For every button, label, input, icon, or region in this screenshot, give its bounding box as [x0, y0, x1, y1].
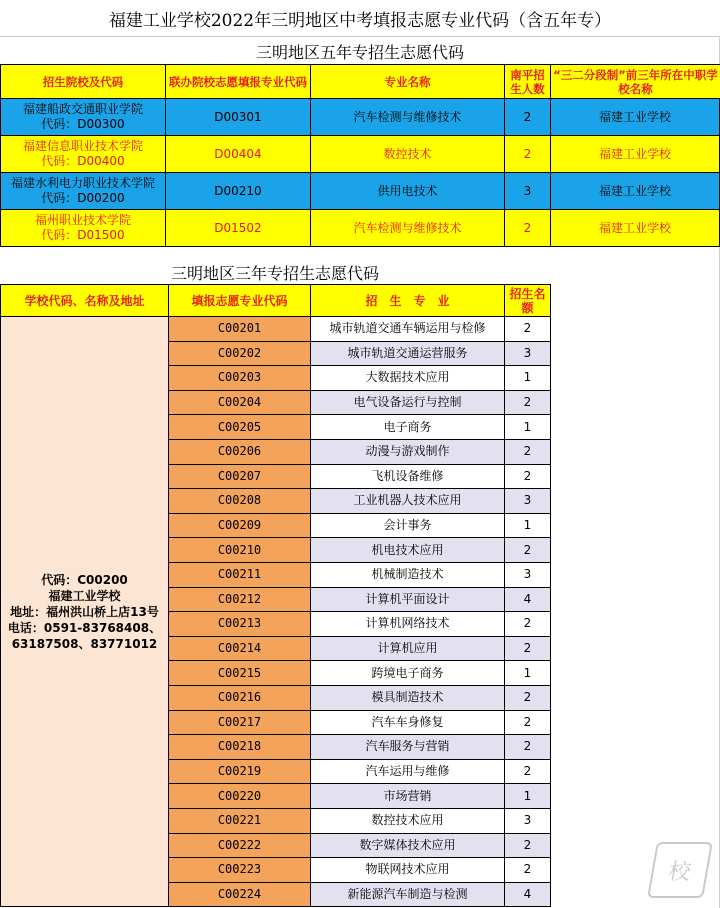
- school-info-line: 电话：0591-83768408、: [7, 620, 162, 635]
- three-major-code-text: C00223: [217, 862, 262, 877]
- three-major-code-text: C00201: [217, 321, 262, 336]
- three-count-text: 2: [523, 641, 532, 656]
- three-major-name-text: 电气设备运行与控制: [353, 395, 462, 410]
- three-major-name-text: 工业机器人技术应用: [353, 493, 462, 508]
- three-major-code-text: C00204: [217, 395, 262, 410]
- three-major-name: [310, 390, 505, 416]
- three-major-name-text: 计算机应用: [377, 641, 438, 656]
- five-major-name-text: 汽车检测与维修技术: [353, 109, 462, 124]
- three-count-text: 2: [523, 395, 532, 410]
- five-school-code-line: 代码：D00300: [41, 117, 125, 131]
- five-major-code: [165, 98, 311, 136]
- three-count: [504, 341, 551, 367]
- three-count: [504, 414, 551, 440]
- three-major-name-text: 新能源汽车制造与检测: [347, 887, 468, 902]
- three-count: [504, 464, 551, 490]
- three-count: [504, 759, 551, 785]
- three-major-name: [310, 882, 505, 908]
- five-partner-school-text: 福建工业学校: [598, 146, 671, 161]
- three-count: [504, 660, 551, 686]
- three-major-code: [168, 488, 311, 514]
- three-count: [504, 685, 551, 711]
- three-major-name-text: 机电技术应用: [371, 542, 444, 557]
- five-count-text: 2: [523, 146, 532, 161]
- five-school-code-line: 代码：D00200: [41, 191, 125, 205]
- three-major-name: [310, 316, 505, 342]
- five-school-cell: [0, 135, 166, 173]
- five-major-name: [310, 209, 505, 247]
- three-count-text: 3: [523, 345, 532, 360]
- three-major-code-text: C00211: [217, 567, 262, 582]
- three-major-name-text: 机械制造技术: [371, 567, 444, 582]
- school-info-line: 63187508、83771012: [11, 636, 158, 651]
- three-major-code: [168, 439, 311, 465]
- three-major-name: [310, 636, 505, 662]
- three-major-name-text: 汽车车身修复: [371, 714, 444, 729]
- three-count-text: 1: [523, 788, 532, 803]
- three-major-name: [310, 611, 505, 637]
- five-header-3: [504, 64, 551, 99]
- three-major-name: [310, 341, 505, 367]
- three-major-name: [310, 808, 505, 834]
- five-major-name: [310, 135, 505, 173]
- three-count: [504, 833, 551, 859]
- three-major-name: [310, 734, 505, 760]
- three-count-text: 1: [523, 419, 532, 434]
- five-header-0-text: 招生院校及代码: [42, 74, 124, 89]
- three-major-code: [168, 587, 311, 613]
- five-major-code-text: D00404: [214, 146, 262, 161]
- five-count: [504, 209, 551, 247]
- three-count-text: 3: [523, 813, 532, 828]
- five-major-name-text: 汽车检测与维修技术: [353, 220, 462, 235]
- three-major-name-text: 汽车运用与维修: [365, 764, 450, 779]
- three-count: [504, 710, 551, 736]
- school-info-line: 福建工业学校: [48, 588, 121, 603]
- three-major-name: [310, 439, 505, 465]
- three-major-name: [310, 488, 505, 514]
- five-count: [504, 98, 551, 136]
- three-major-name: [310, 710, 505, 736]
- three-count: [504, 857, 551, 883]
- five-partner-school: [550, 209, 720, 247]
- three-header-3: [504, 284, 551, 317]
- watermark-text: 校: [666, 859, 693, 885]
- three-count: [504, 562, 551, 588]
- school-info-line: 代码：C00200: [41, 572, 128, 587]
- three-major-name-text: 物联网技术应用: [365, 862, 450, 877]
- three-major-name: [310, 513, 505, 539]
- three-major-code: [168, 390, 311, 416]
- three-major-code: [168, 882, 311, 908]
- three-major-code: [168, 464, 311, 490]
- five-school-school: 福建水利电力职业技术学院: [10, 176, 155, 190]
- five-header-0: [0, 64, 166, 99]
- three-major-code: [168, 562, 311, 588]
- three-header-3-text: 招生名额: [509, 286, 546, 315]
- five-major-code: [165, 135, 311, 173]
- three-major-code: [168, 857, 311, 883]
- five-school-code-line: 代码：D01500: [41, 228, 125, 242]
- five-school-school: 福州职业技术学院: [34, 213, 131, 227]
- five-school-code-line: 代码：D00400: [41, 154, 125, 168]
- three-count-text: 4: [523, 591, 532, 606]
- three-count: [504, 439, 551, 465]
- three-major-code-text: C00210: [217, 542, 262, 557]
- three-count-text: 1: [523, 518, 532, 533]
- three-header-0-text: 学校代码、名称及地址: [24, 293, 145, 308]
- three-major-code: [168, 636, 311, 662]
- five-school-school: 福建信息职业技术学院: [22, 139, 143, 153]
- three-header-2-text: 招 生 专 业: [365, 293, 450, 308]
- five-count-text: 2: [523, 220, 532, 235]
- three-count-text: 2: [523, 862, 532, 877]
- three-major-code: [168, 660, 311, 686]
- three-count: [504, 316, 551, 342]
- three-count-text: 2: [523, 321, 532, 336]
- three-count-text: 4: [523, 887, 532, 902]
- five-header-1: [165, 64, 311, 99]
- three-header-1-text: 填报志愿专业代码: [191, 293, 288, 308]
- three-major-name: [310, 537, 505, 563]
- three-count: [504, 587, 551, 613]
- five-school-cell: [0, 98, 166, 136]
- three-major-code-text: C00213: [217, 616, 262, 631]
- five-count: [504, 135, 551, 173]
- three-major-code-text: C00205: [217, 419, 262, 434]
- five-major-name-text: 数控技术: [383, 146, 432, 161]
- three-count: [504, 734, 551, 760]
- three-major-code: [168, 734, 311, 760]
- five-major-code-text: D00210: [214, 183, 262, 198]
- three-count-text: 2: [523, 690, 532, 705]
- five-header-1-text: 联办院校志愿填报专业代码: [169, 74, 307, 89]
- three-major-name: [310, 414, 505, 440]
- three-header-0: [0, 284, 169, 317]
- three-major-code: [168, 341, 311, 367]
- three-major-code-text: C00218: [217, 739, 262, 754]
- three-major-name-text: 动漫与游戏制作: [365, 444, 450, 459]
- three-major-name-text: 市场营销: [383, 788, 432, 803]
- three-major-code: [168, 808, 311, 834]
- five-major-code-text: D00301: [214, 109, 262, 124]
- five-school-cell: [0, 172, 166, 210]
- three-major-name-text: 城市轨道交通车辆运用与检修: [329, 321, 486, 336]
- three-header-2: [310, 284, 505, 317]
- three-major-code-text: C00222: [217, 837, 262, 852]
- three-count-text: 2: [523, 739, 532, 754]
- three-major-code-text: C00217: [217, 714, 262, 729]
- three-major-name-text: 模具制造技术: [371, 690, 444, 705]
- three-major-code-text: C00202: [217, 345, 262, 360]
- three-major-name: [310, 562, 505, 588]
- three-major-name-text: 数控技术应用: [371, 813, 444, 828]
- five-major-code-text: D01502: [214, 220, 262, 235]
- three-count-text: 1: [523, 370, 532, 385]
- three-year-title: 三明地区三年专招生志愿代码: [170, 263, 379, 283]
- five-major-code: [165, 209, 311, 247]
- three-count: [504, 882, 551, 908]
- five-major-code: [165, 172, 311, 210]
- three-major-name-text: 大数据技术应用: [365, 370, 450, 385]
- three-major-code-text: C00219: [217, 764, 262, 779]
- three-major-code: [168, 783, 311, 809]
- watermark-logo: [647, 842, 713, 898]
- page-title: 福建工业学校2022年三明地区中考填报志愿专业代码（含五年专）: [0, 0, 720, 37]
- five-header-2-text: 专业名称: [384, 74, 431, 89]
- three-major-name: [310, 464, 505, 490]
- three-major-code-text: C00224: [217, 887, 262, 902]
- five-partner-school-text: 福建工业学校: [598, 109, 671, 124]
- three-major-name-text: 城市轨道交通运营服务: [347, 345, 468, 360]
- five-partner-school-text: 福建工业学校: [598, 220, 671, 235]
- three-major-code-text: C00203: [217, 370, 262, 385]
- three-major-name-text: 跨境电子商务: [371, 665, 444, 680]
- three-major-code: [168, 685, 311, 711]
- three-count: [504, 808, 551, 834]
- five-major-name: [310, 172, 505, 210]
- three-header-1: [168, 284, 311, 317]
- three-major-name-text: 汽车服务与营销: [365, 739, 450, 754]
- three-count: [504, 488, 551, 514]
- three-count-text: 2: [523, 616, 532, 631]
- five-school-school: 福建船政交通职业学院: [22, 102, 143, 116]
- three-major-code-text: C00209: [217, 518, 262, 533]
- five-school-cell: [0, 209, 166, 247]
- three-major-name-text: 数字媒体技术应用: [359, 837, 456, 852]
- three-major-code-text: C00220: [217, 788, 262, 803]
- three-count-text: 1: [523, 665, 532, 680]
- three-count-text: 3: [523, 567, 532, 582]
- three-count-text: 2: [523, 542, 532, 557]
- three-count: [504, 390, 551, 416]
- three-major-code-text: C00214: [217, 641, 262, 656]
- three-count-text: 2: [523, 444, 532, 459]
- three-count: [504, 513, 551, 539]
- three-major-name-text: 电子商务: [383, 419, 432, 434]
- five-header-4: [550, 64, 720, 99]
- school-info-line: 地址：福州洪山桥上店13号: [10, 604, 159, 619]
- three-major-name: [310, 685, 505, 711]
- three-count: [504, 365, 551, 391]
- three-major-code: [168, 316, 311, 342]
- three-major-name: [310, 365, 505, 391]
- three-count-text: 2: [523, 468, 532, 483]
- three-major-name: [310, 857, 505, 883]
- three-major-code: [168, 537, 311, 563]
- three-count-text: 2: [523, 837, 532, 852]
- three-count-text: 2: [523, 714, 532, 729]
- three-count: [504, 783, 551, 809]
- three-major-code-text: C00212: [217, 591, 262, 606]
- five-header-2: [310, 64, 505, 99]
- five-major-name-text: 供用电技术: [377, 183, 438, 198]
- five-year-title: 三明地区五年专招生志愿代码: [0, 38, 720, 65]
- three-major-code: [168, 414, 311, 440]
- school-info-cell: [0, 316, 169, 907]
- three-major-code-text: C00215: [217, 665, 262, 680]
- three-major-code-text: C00206: [217, 444, 262, 459]
- three-major-name: [310, 587, 505, 613]
- three-major-name: [310, 833, 505, 859]
- three-major-code: [168, 513, 311, 539]
- three-major-name: [310, 783, 505, 809]
- three-major-code-text: C00221: [217, 813, 262, 828]
- three-count-text: 2: [523, 764, 532, 779]
- three-major-name-text: 计算机平面设计: [365, 591, 450, 606]
- three-count: [504, 611, 551, 637]
- three-major-code: [168, 611, 311, 637]
- three-major-name: [310, 759, 505, 785]
- five-header-3-text: 南平招生人数: [510, 67, 545, 96]
- five-partner-school: [550, 135, 720, 173]
- three-major-name-text: 会计事务: [383, 518, 432, 533]
- five-partner-school: [550, 172, 720, 210]
- three-major-name-text: 计算机网络技术: [365, 616, 450, 631]
- three-count: [504, 537, 551, 563]
- three-major-code: [168, 365, 311, 391]
- three-major-code-text: C00207: [217, 468, 262, 483]
- three-major-code: [168, 833, 311, 859]
- three-major-code: [168, 759, 311, 785]
- five-header-4-text: “三二分段制”前三年所在中职学校名称: [553, 67, 718, 96]
- five-partner-school-text: 福建工业学校: [598, 183, 671, 198]
- three-major-name: [310, 660, 505, 686]
- five-partner-school: [550, 98, 720, 136]
- three-major-code-text: C00208: [217, 493, 262, 508]
- five-major-name: [310, 98, 505, 136]
- three-major-code: [168, 710, 311, 736]
- three-count: [504, 636, 551, 662]
- three-major-name-text: 飞机设备维修: [371, 468, 444, 483]
- five-count: [504, 172, 551, 210]
- three-major-code-text: C00216: [217, 690, 262, 705]
- five-count-text: 3: [523, 183, 532, 198]
- three-count-text: 3: [523, 493, 532, 508]
- five-count-text: 2: [523, 109, 532, 124]
